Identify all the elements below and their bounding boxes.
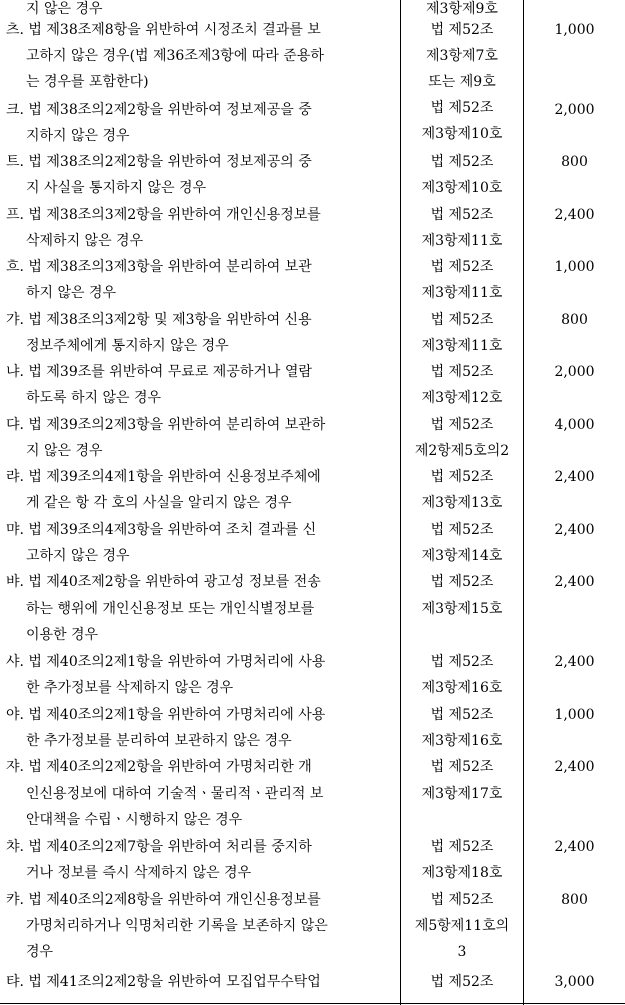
violation-description-line: 고하지 않은 경우(법 제36조제3항에 따라 준용하 [26, 48, 324, 64]
legal-basis-line: 제3항제12호 [421, 390, 503, 406]
legal-basis-line: 제5항제11호의 [414, 918, 510, 934]
penalty-amount: 2,400 [554, 839, 595, 855]
violation-description-line: 랴. 법 제39조의4제1항을 위반하여 신용정보주체에 [6, 469, 321, 485]
legal-basis-line: 제3항제14호 [421, 548, 503, 564]
penalty-amount: 2,400 [554, 469, 595, 485]
violation-description-line: 쟈. 법 제40조의2제2항을 위반하여 가명처리한 개 [6, 759, 312, 775]
penalty-amount: 1,000 [554, 22, 595, 38]
penalty-amount: 2,000 [554, 102, 595, 118]
legal-basis-line: 법 제52조 [430, 417, 494, 433]
legal-basis-line: 제2항제5호의2 [414, 443, 510, 459]
legal-basis-line: 제3항제7호 [426, 48, 498, 64]
penalty-amount: 2,400 [554, 654, 595, 670]
legal-basis-line: 법 제52조 [430, 312, 494, 328]
violation-description-line: 안대책을 수립ㆍ시행하지 않은 경우 [26, 812, 243, 828]
legal-basis-line: 제3항제16호 [421, 680, 503, 696]
violation-description-line: 탸. 법 제41조의2제2항을 위반하여 모집업무수탁업 [6, 974, 321, 990]
legal-basis-line: 법 제52조 [430, 259, 494, 275]
legal-basis-line: 제3항제16호 [421, 733, 503, 749]
violation-description-line: 한 추가정보를 분리하여 보관하지 않은 경우 [26, 733, 292, 749]
violation-description-line: 댜. 법 제39조의2제3항을 위반하여 분리하여 보관하 [6, 417, 326, 433]
legal-basis-line: 제3항제15호 [421, 601, 503, 617]
violation-description-line: 하는 행위에 개인신용정보 또는 개인식별정보를 [26, 601, 315, 617]
violation-description-line: 정보주체에게 통지하지 않은 경우 [26, 338, 229, 354]
table-bottom-border [0, 1003, 625, 1004]
violation-description-line: 지 않은 경우 [26, 443, 103, 459]
violation-description-line: 냐. 법 제39조를 위반하여 무료로 제공하거나 열람 [6, 364, 312, 380]
penalty-amount: 1,000 [554, 707, 595, 723]
violation-description-line: 게 같은 항 각 호의 사실을 알리지 않은 경우 [26, 495, 292, 511]
violation-description-line: 샤. 법 제40조의2제1항을 위반하여 가명처리에 사용 [6, 654, 326, 670]
violation-description-line: 는 경우를 포함한다) [26, 74, 149, 90]
violation-description-line: 야. 법 제40조의2제1항을 위반하여 가명처리에 사용 [6, 707, 326, 723]
penalty-amount: 800 [561, 312, 588, 328]
violation-description-line: 하도록 하지 않은 경우 [26, 390, 162, 406]
violation-description-line: 가명처리하거나 익명처리한 기록을 보존하지 않은 [26, 918, 328, 934]
violation-description-line: 한 추가정보를 삭제하지 않은 경우 [26, 680, 234, 696]
violation-description-line: 갸. 법 제38조의3제2항 및 제3항을 위반하여 신용 [6, 312, 312, 328]
violation-description-line: 챠. 법 제40조의2제7항을 위반하여 처리를 중지하 [6, 839, 312, 855]
penalty-amount: 2,400 [554, 207, 595, 223]
violation-description-line: 크. 법 제38조의2제2항을 위반하여 정보제공을 중 [6, 102, 312, 118]
violation-description-line: 흐. 법 제38조의3제3항을 위반하여 분리하여 보관 [6, 259, 312, 275]
penalty-amount: 2,400 [554, 759, 595, 775]
violation-description-line: 이용한 경우 [26, 627, 99, 643]
legal-basis-line: 제3항제10호 [421, 126, 503, 142]
legal-basis-line: 법 제52조 [430, 207, 494, 223]
legal-basis-line: 또는 제9호 [428, 74, 496, 90]
legal-basis-line: 제3항제11호 [421, 338, 503, 354]
violation-description-line: 지 않은 경우 [26, 1, 103, 17]
legal-basis-line: 법 제52조 [430, 364, 494, 380]
legal-basis-line: 제3항제10호 [421, 180, 503, 196]
penalty-amount: 2,400 [554, 522, 595, 538]
legal-basis-line: 법 제52조 [430, 469, 494, 485]
penalty-amount: 3,000 [554, 974, 595, 990]
legal-basis-line: 제3항제18호 [421, 865, 503, 881]
legal-basis-line: 제3항제11호 [421, 285, 503, 301]
legal-basis-line: 법 제52조 [430, 707, 494, 723]
violation-description-line: 고하지 않은 경우 [26, 548, 130, 564]
legal-basis-line: 법 제52조 [430, 522, 494, 538]
legal-basis-line: 법 제52조 [430, 154, 494, 170]
violation-description-line: 인신용정보에 대하여 기술적ㆍ물리적ㆍ관리적 보 [26, 786, 324, 802]
penalty-amount: 1,000 [554, 259, 595, 275]
violation-description-line: 트. 법 제38조의2제2항을 위반하여 정보제공의 중 [6, 154, 312, 170]
violation-description-line: 거나 정보를 즉시 삭제하지 않은 경우 [26, 865, 252, 881]
penalty-amount: 2,400 [554, 574, 595, 590]
violation-description-line: 경우 [26, 944, 54, 960]
penalty-amount: 800 [561, 154, 588, 170]
penalty-amount: 800 [561, 892, 588, 908]
legal-basis-line: 법 제52조 [430, 974, 494, 990]
violation-description-line: 츠. 법 제38조제8항을 위반하여 시정조치 결과를 보 [6, 22, 321, 38]
legal-basis-line: 법 제52조 [430, 22, 494, 38]
legal-basis-line: 제3항제17호 [421, 786, 503, 802]
legal-basis-line: 법 제52조 [430, 892, 494, 908]
violation-description-line: 뱌. 법 제40조제2항을 위반하여 광고성 정보를 전송 [6, 574, 321, 590]
violation-description-line: 삭제하지 않은 경우 [26, 233, 144, 249]
legal-basis-line: 법 제52조 [430, 654, 494, 670]
legal-basis-line: 법 제52조 [430, 759, 494, 775]
legal-basis-line: 법 제52조 [430, 574, 494, 590]
violation-description-line: 하지 않은 경우 [26, 285, 117, 301]
legal-basis-line: 법 제52조 [430, 839, 494, 855]
penalty-amount: 2,000 [554, 364, 595, 380]
violation-description-line: 먀. 법 제39조의4제3항을 위반하여 조치 결과를 신 [6, 522, 317, 538]
legal-basis-line: 제3항제11호 [421, 233, 503, 249]
legal-basis-line: 제3항제13호 [421, 495, 503, 511]
legal-basis-line: 제3항제9호 [426, 1, 498, 17]
penalty-amount: 4,000 [554, 417, 595, 433]
violation-description-line: 지 사실을 통지하지 않은 경우 [26, 180, 207, 196]
legal-basis-line: 법 제52조 [430, 100, 494, 116]
violation-description-line: 캬. 법 제40조의2제8항을 위반하여 개인신용정보를 [6, 892, 321, 908]
violation-description-line: 프. 법 제38조의3제2항을 위반하여 개인신용정보를 [6, 207, 321, 223]
legal-basis-line: 3 [457, 944, 467, 960]
violation-description-line: 지하지 않은 경우 [26, 128, 130, 144]
